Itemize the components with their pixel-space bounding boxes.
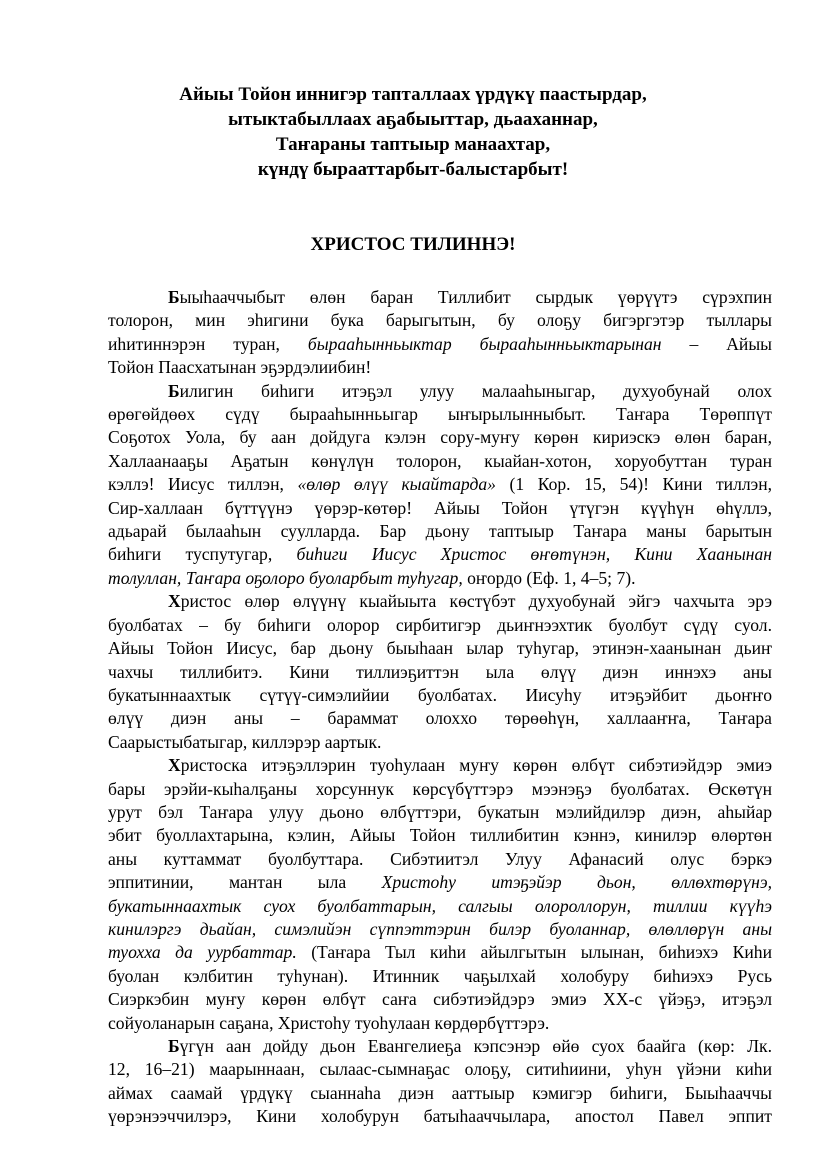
text: ристос өлөр өлүүнү кыайыыта көстүбэт духуобунай эйгэ чахчыта эрэ bbox=[180, 591, 772, 612]
paragraph-3-line: буолбатах – бу биһиги олорор сирбитигэр дьиҥнээхтик буолбут сүдү суол. bbox=[108, 614, 772, 635]
text: иһитиннэрэн туран, bbox=[108, 333, 280, 354]
emphasis-text: букатыннаахтык суох буолбаттарын, салгыы олороллорун, тиллии күүһэ bbox=[108, 895, 772, 916]
greeting-line: ытыктабыллаах аҕабыыттар, дьааханнар, bbox=[228, 109, 598, 130]
greeting-line: Айыы Тойон иннигэр тапталлаах үрдүкү паастырдар, bbox=[179, 84, 647, 105]
paragraph-5-line: 12, 16–21) маарыннаан, сылаас-сымнаҕас олоҕу, ситиһиини, уһун үйэни киһи bbox=[108, 1059, 772, 1080]
paragraph-3-line: Айыы Тойон Иисус, бар дьону быыһаан ылар туһугар, этинэн-хаанынан дьиҥ bbox=[108, 638, 772, 659]
drop-letter: Х bbox=[168, 755, 181, 776]
greeting-line: Таҥараны таптыыр манаахтар, bbox=[275, 134, 551, 155]
paragraph-1-line: Тойон Паасхатынан эҕэрдэлиибин! bbox=[108, 357, 372, 378]
paragraph-4-line: эбит буоллахтарына, кэлин, Айыы Тойон тиллибитин кэннэ, кинилэр өлөртөн bbox=[108, 825, 772, 846]
paragraph-4-line bbox=[108, 941, 772, 964]
paragraph-5-line: аймах саамай үрдүкү сыаннаһа диэн ааттыыр кэмигэр биһиги, Быыһааччы bbox=[108, 1082, 772, 1103]
paragraph-2-line: адьарай былааһын суулларда. Бар дьону таптыыр Таҥара маны барытын bbox=[108, 521, 772, 542]
paragraph-4-line: сойуоланарын саҕана, Христоһу туоһулаан көрдөрбүттэрэ. bbox=[108, 1012, 550, 1033]
drop-letter: Х bbox=[168, 591, 181, 612]
emphasis-text: «өлөр өлүү кыайтарда» bbox=[297, 474, 496, 495]
paragraph-4-line: бары эрэйи-кыһалҕаны хорсуннук көрсүбүттэрэ мээнэҕэ буолбатах. Өскөтүн bbox=[108, 778, 772, 799]
emphasis-text: туохха да уурбаттар. bbox=[108, 942, 297, 963]
greeting-line: күндү бырааттарбыт-балыстарбыт! bbox=[257, 159, 569, 180]
text: үгүн аан дойду дьон Евангелиеҕа кэпсэнэр өйө суох баайга (көр: Лк. bbox=[179, 1036, 772, 1056]
page-title: ХРИСТОС ТИЛИННЭ! bbox=[310, 234, 516, 255]
document-body bbox=[108, 286, 772, 1129]
paragraph-2-line: Халлаанааҕы Аҕатын көнүлүн толорон, кыайан-хотон, хоруобуттан туран bbox=[108, 450, 772, 471]
emphasis-text: толуллан, Таҥара оҕолоро буоларбыт туһугар, bbox=[108, 567, 463, 588]
drop-letter: Б bbox=[168, 1036, 180, 1056]
paragraph-2-line: Соҕотох Уола, бу аан дойдуга кэлэн сору-муҥу көрөн кириэскэ өлөн баран, bbox=[108, 427, 772, 448]
emphasis-text: биһиги Иисус Христос өҥөтүнэн, Кини Хаанынан bbox=[296, 544, 772, 565]
paragraph-3-line bbox=[108, 590, 772, 613]
paragraph-4-line: Сиэркэбин муҥу көрөн өлбүт саҥа сибэтиэйдэрэ эмиэ ХХ-с үйэҕэ, итэҕэл bbox=[108, 989, 772, 1010]
greeting-heading bbox=[110, 82, 716, 182]
paragraph-2-line: Сир-халлаан бүттүүнэ үөрэр-көтөр! Айыы Тойон үтүгэн күүһүн өһүллэ, bbox=[108, 497, 772, 518]
text: – Айыы bbox=[689, 333, 772, 354]
text: ыыһааччыбыт өлөн баран Тиллибит сырдык үөрүүтэ сүрэхпин bbox=[179, 287, 772, 307]
text: кэллэ! Иисус тиллэн, bbox=[108, 474, 284, 495]
paragraph-2-line: өрөгөйдөөх сүдү бырааһынньыгар ыҥырылынныбыт. Таҥара Төрөппүт bbox=[108, 404, 772, 425]
text: (Таҥара Тыл киһи айылгытын ылынан, биһиэхэ Киһи bbox=[311, 942, 772, 963]
paragraph-3-line: чахчы тиллибитэ. Кини тиллиэҕиттэн ыла өлүү диэн иннэхэ аны bbox=[108, 661, 772, 682]
text: ристоска итэҕэллэрин туоһулаан муҥу көрөн өлбүт сибэтиэйдэр эмиэ bbox=[180, 755, 772, 776]
paragraph-5-line bbox=[108, 1035, 772, 1058]
emphasis-text: кинилэргэ дьайан, симэлийэн сүппэттэрин билэр буоланнар, өлөллөрүн аны bbox=[108, 918, 772, 939]
paragraph-2-line bbox=[108, 543, 772, 566]
text: (1 Кор. 15, 54)! Кини тиллэн, bbox=[509, 474, 773, 495]
paragraph-2-line bbox=[108, 473, 772, 496]
paragraph-3-line: букатыннаахтык сүтүү-симэлийии буолбатах. Иисуһу итэҕэйбит дьоҥҥо bbox=[108, 684, 772, 705]
paragraph-2-line bbox=[108, 567, 772, 590]
drop-letter: Б bbox=[168, 380, 180, 401]
paragraph-3-line: Саарыстыбатыгар, киллэрэр аартык. bbox=[108, 731, 382, 752]
paragraph-4-line bbox=[108, 918, 772, 941]
paragraph-1-line bbox=[108, 333, 772, 356]
paragraph-5-line: үөрэнээччилэрэ, Кини холобурун батыһааччылара, апостол Павел эппит bbox=[108, 1106, 772, 1127]
drop-letter: Б bbox=[168, 287, 180, 307]
text: оҥордо (Еф. 1, 4–5; 7). bbox=[467, 567, 636, 588]
paragraph-4-line bbox=[108, 895, 772, 918]
text: эппитинии, мантан ыла bbox=[108, 872, 347, 893]
emphasis-text: Христоһу итэҕэйэр дьон, өллөхтөрүнэ, bbox=[381, 872, 772, 893]
text: биһиги туспутугар, bbox=[108, 544, 273, 565]
paragraph-3-line: өлүү диэн аны – бараммат олоххо төрөөһүн, халлааҥҥа, Таҥара bbox=[108, 708, 772, 729]
paragraph-1-line: толорон, мин эһигини бука барыгытын, бу олоҕу бигэргэтэр тыллары bbox=[108, 310, 772, 331]
paragraph-1-line bbox=[108, 286, 772, 309]
paragraph-4-line bbox=[108, 871, 772, 894]
text: илигин биһиги итэҕэл улуу малааһыныгар, духуобунай олох bbox=[179, 380, 772, 401]
paragraph-4-line: аны куттаммат буолбуттара. Сибэтиитэл Улуу Афанасий олус бэркэ bbox=[108, 848, 772, 869]
paragraph-4-line bbox=[108, 754, 772, 777]
paragraph-2-line bbox=[108, 380, 772, 403]
paragraph-4-line: буолан кэлбитин туһунан). Итинник чаҕылхай холобуру биһиэхэ Русь bbox=[108, 965, 772, 986]
paragraph-4-line: урут бэл Таҥара улуу дьоно өлбүттэри, букатын мэлийдилэр диэн, аһыйар bbox=[108, 801, 772, 822]
emphasis-text: бырааһынньыктар бырааһынньыктарынан bbox=[307, 333, 662, 354]
